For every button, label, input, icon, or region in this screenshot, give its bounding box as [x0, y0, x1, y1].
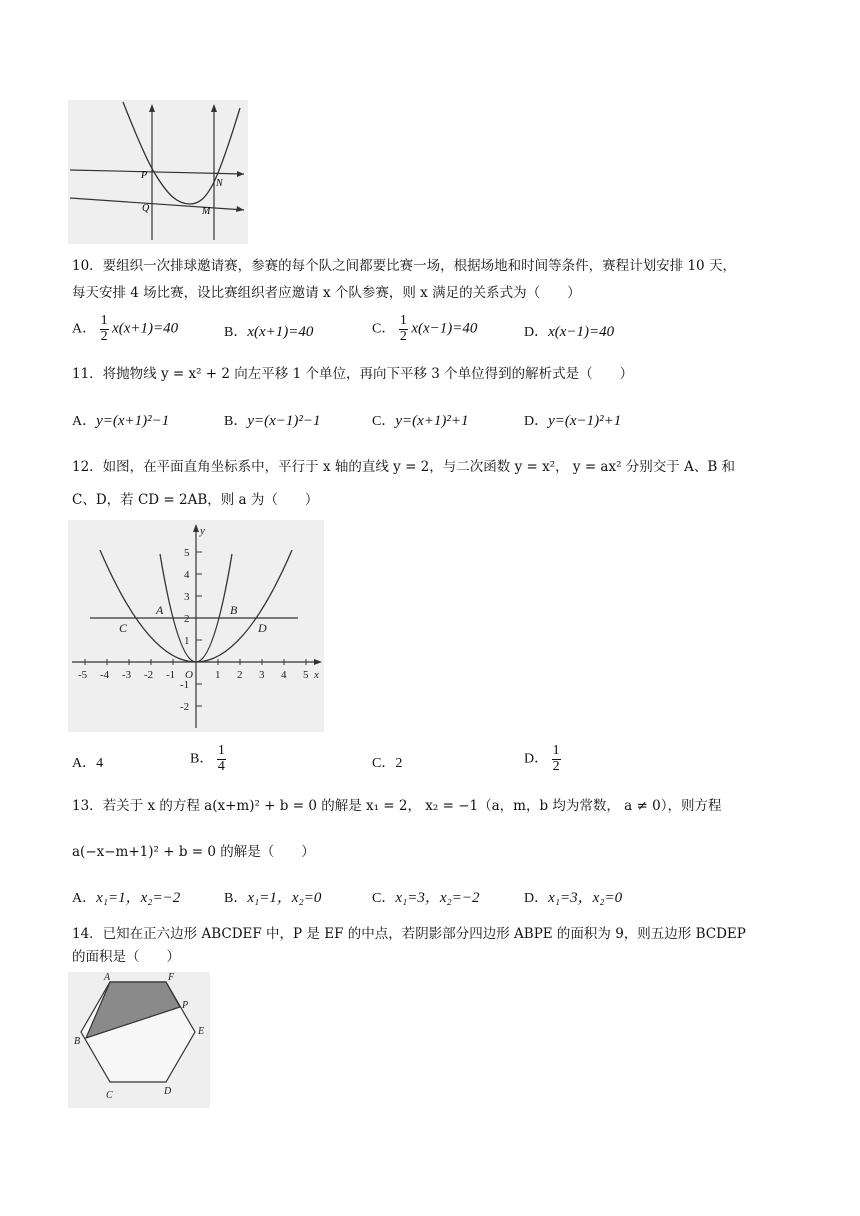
- y-tick-4: 4: [184, 569, 190, 581]
- q13-option-d: D．x₁=3，x₂=0: [524, 890, 623, 906]
- hexagon-figure-q14: [68, 972, 210, 1108]
- q10-option-c-fraction: $\frac{1}{2}$: [399, 313, 407, 344]
- point-D-label: D: [258, 621, 267, 635]
- label-Q: Q: [142, 203, 150, 214]
- y-tick-neg1: -1: [180, 679, 190, 691]
- hex-point-F: F: [168, 972, 175, 983]
- hex-point-P: P: [182, 1000, 189, 1011]
- q13-option-a: A．x₁=1，x₂=−2: [72, 890, 181, 906]
- x-axis-label: x: [314, 669, 319, 681]
- point-B-label: B: [230, 603, 238, 617]
- q11-option-c: C．y=(x+1)²+1: [372, 413, 469, 429]
- x-tick-neg5: -5: [78, 669, 88, 681]
- point-A-label: A: [156, 603, 164, 617]
- x-tick-neg1: -1: [166, 669, 176, 681]
- y-axis-label: y: [200, 525, 205, 537]
- parabola-figure-q9-svg: [68, 100, 248, 244]
- q11-option-a: A．y=(x+1)²−1: [72, 413, 170, 429]
- x-tick-3: 3: [259, 669, 265, 681]
- x-tick-2: 2: [237, 669, 243, 681]
- x-tick-neg2: -2: [144, 669, 154, 681]
- coordinate-plane-svg: [68, 520, 324, 732]
- parabola-figure-q9: [68, 100, 248, 244]
- q11-option-d: D．y=(x−1)²+1: [524, 413, 622, 429]
- q12-option-a: A．4: [72, 756, 104, 771]
- hex-point-D: D: [164, 1086, 172, 1097]
- q12-option-d: D． $\frac{1}{2}$: [524, 743, 560, 774]
- q12-option-d-fraction: $\frac{1}{2}$: [552, 743, 560, 774]
- y-tick-neg2: -2: [180, 701, 190, 713]
- q10-option-d: D．x(x−1)=40: [524, 324, 615, 340]
- hex-point-C: C: [106, 1090, 113, 1101]
- question-10-line1: 10．要组织一次排球邀请赛，参赛的每个队之间都要比赛一场，根据场地和时间等条件，赛程计划安排 10 天，: [72, 258, 736, 274]
- question-11-stem: 11．将抛物线 y = x² + 2 向左平移 1 个单位，再向下平移 3 个单位得到的解析式是（ ）: [72, 366, 634, 382]
- hexagon-svg: [68, 972, 210, 1108]
- label-N: N: [216, 178, 223, 189]
- label-P: P: [141, 170, 148, 181]
- label-M: M: [202, 206, 211, 217]
- hex-point-B: B: [74, 1036, 81, 1047]
- x-tick-1: 1: [215, 669, 221, 681]
- question-12-line2: C、D，若 CD = 2AB，则 a 为（ ）: [72, 492, 319, 508]
- q10-option-b: B．x(x+1)=40: [224, 324, 314, 340]
- question-13-line2: a(−x−m+1)² + b = 0 的解是（ ）: [72, 844, 315, 860]
- point-C-label: C: [119, 621, 128, 635]
- q12-option-b: B． $\frac{1}{4}$: [190, 743, 225, 774]
- q13-option-b: B．x₁=1，x₂=0: [224, 890, 322, 906]
- question-14-line1: 14．已知在正六边形 ABCDEF 中，P 是 EF 的中点，若阴影部分四边形 ABPE 的面积为 9，则五边形 BCDEP: [72, 926, 746, 942]
- q10-option-a: A． $\frac{1}{2}$ x(x+1)=40: [72, 313, 179, 344]
- q10-option-c: C． $\frac{1}{2}$ x(x−1)=40: [372, 313, 478, 344]
- x-tick-neg3: -3: [122, 669, 132, 681]
- hex-point-A: A: [104, 972, 111, 983]
- question-12-line1: 12．如图，在平面直角坐标系中，平行于 x 轴的直线 y = 2，与二次函数 y = x²， y = ax² 分别交于 A、B 和: [72, 459, 736, 475]
- y-tick-1: 1: [184, 635, 190, 647]
- question-14-line2: 的面积是（ ）: [72, 949, 180, 965]
- x-tick-4: 4: [281, 669, 287, 681]
- question-13-line1: 13．若关于 x 的方程 a(x+m)² + b = 0 的解是 x₁ = 2， x₂ = −1（a，m，b 均为常数， a ≠ 0），则方程: [72, 798, 722, 814]
- q10-option-a-fraction: $\frac{1}{2}$: [100, 313, 108, 344]
- hex-point-E: E: [198, 1026, 205, 1037]
- x-tick-neg4: -4: [100, 669, 110, 681]
- question-10-line2: 每天安排 4 场比赛，设比赛组织者应邀请 x 个队参赛，则 x 满足的关系式为（ ）: [72, 285, 581, 301]
- y-tick-3: 3: [184, 591, 190, 603]
- x-tick-5: 5: [303, 669, 309, 681]
- coordinate-plane-figure-q12: [68, 520, 324, 732]
- q11-option-b: B．y=(x−1)²−1: [224, 413, 321, 429]
- y-tick-5: 5: [184, 547, 190, 559]
- q12-option-b-fraction: $\frac{1}{4}$: [217, 743, 225, 774]
- origin-label: O: [185, 669, 193, 681]
- q13-option-c: C．x₁=3，x₂=−2: [372, 890, 480, 906]
- y-tick-2: 2: [184, 613, 190, 625]
- q12-option-c: C．2: [372, 756, 403, 771]
